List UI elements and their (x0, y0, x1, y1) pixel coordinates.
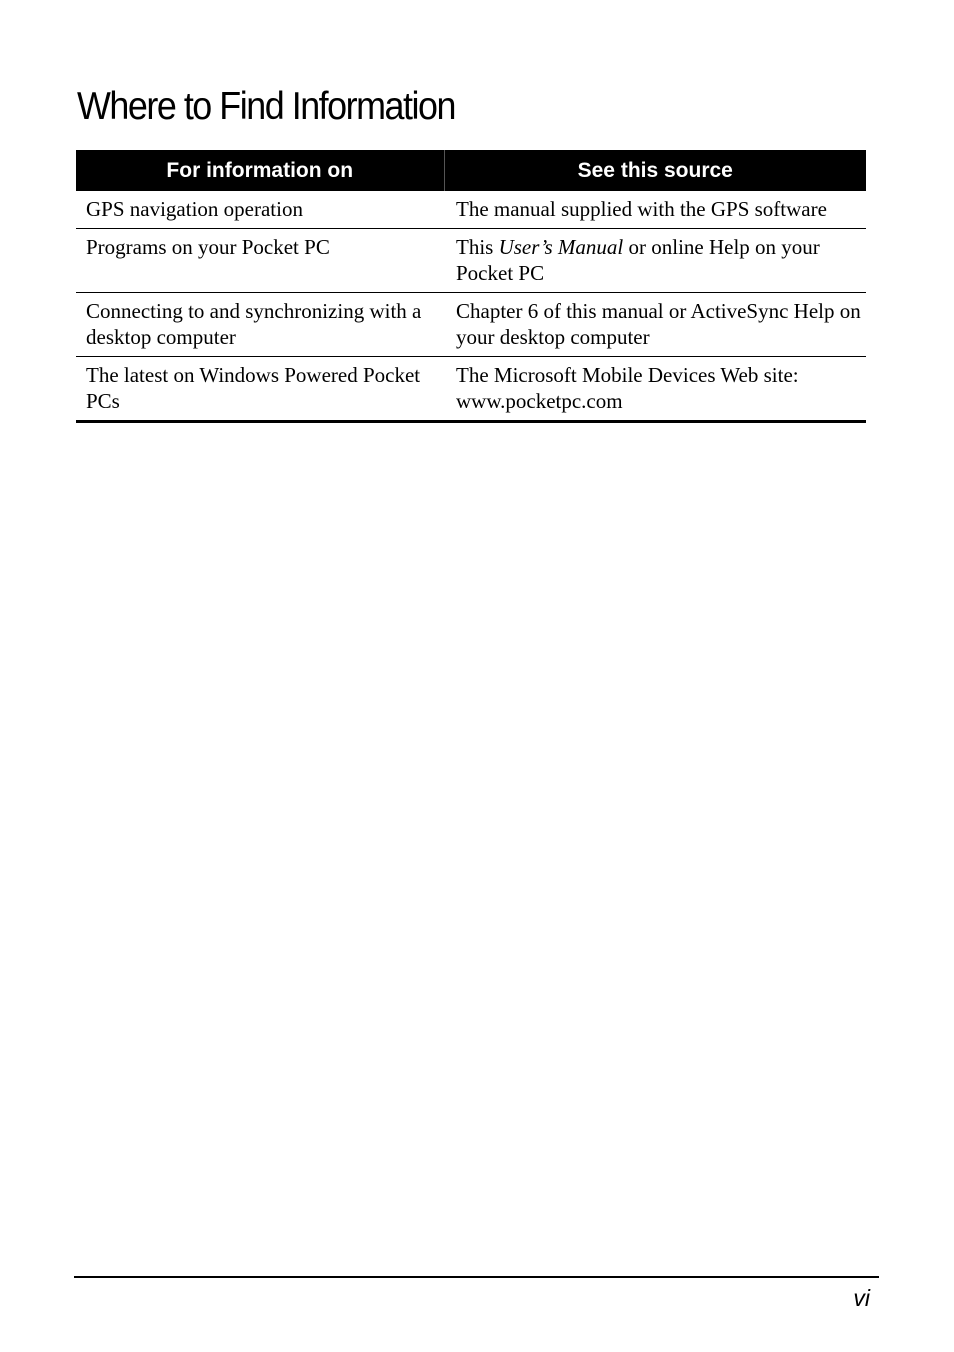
source-text-suffix: or online Help on your Pocket PC (456, 235, 820, 285)
source-cell: Chapter 6 of this manual or ActiveSync Help on your desktop computer (444, 293, 866, 357)
page-title: Where to Find Information (77, 85, 456, 128)
column-header-source: See this source (444, 150, 866, 191)
information-sources-table (76, 150, 866, 423)
table-row (76, 293, 866, 357)
topic-cell: GPS navigation operation (76, 191, 444, 229)
table-header-row (76, 150, 866, 191)
table-row (76, 191, 866, 229)
source-cell: The manual supplied with the GPS software (444, 191, 866, 229)
table-row (76, 357, 866, 422)
column-header-topic: For information on (76, 150, 444, 191)
footer-rule (74, 1276, 879, 1278)
topic-cell: The latest on Windows Powered Pocket PCs (76, 357, 444, 422)
table-row (76, 229, 866, 293)
source-cell (444, 229, 866, 293)
manual-title-italic: User’s Manual (498, 235, 624, 259)
source-text-prefix: This (456, 235, 499, 259)
topic-cell: Programs on your Pocket PC (76, 229, 444, 293)
topic-cell: Connecting to and synchronizing with a desktop computer (76, 293, 444, 357)
source-cell: The Microsoft Mobile Devices Web site: www.pocketpc.com (444, 357, 866, 422)
page-number: vi (853, 1285, 870, 1311)
